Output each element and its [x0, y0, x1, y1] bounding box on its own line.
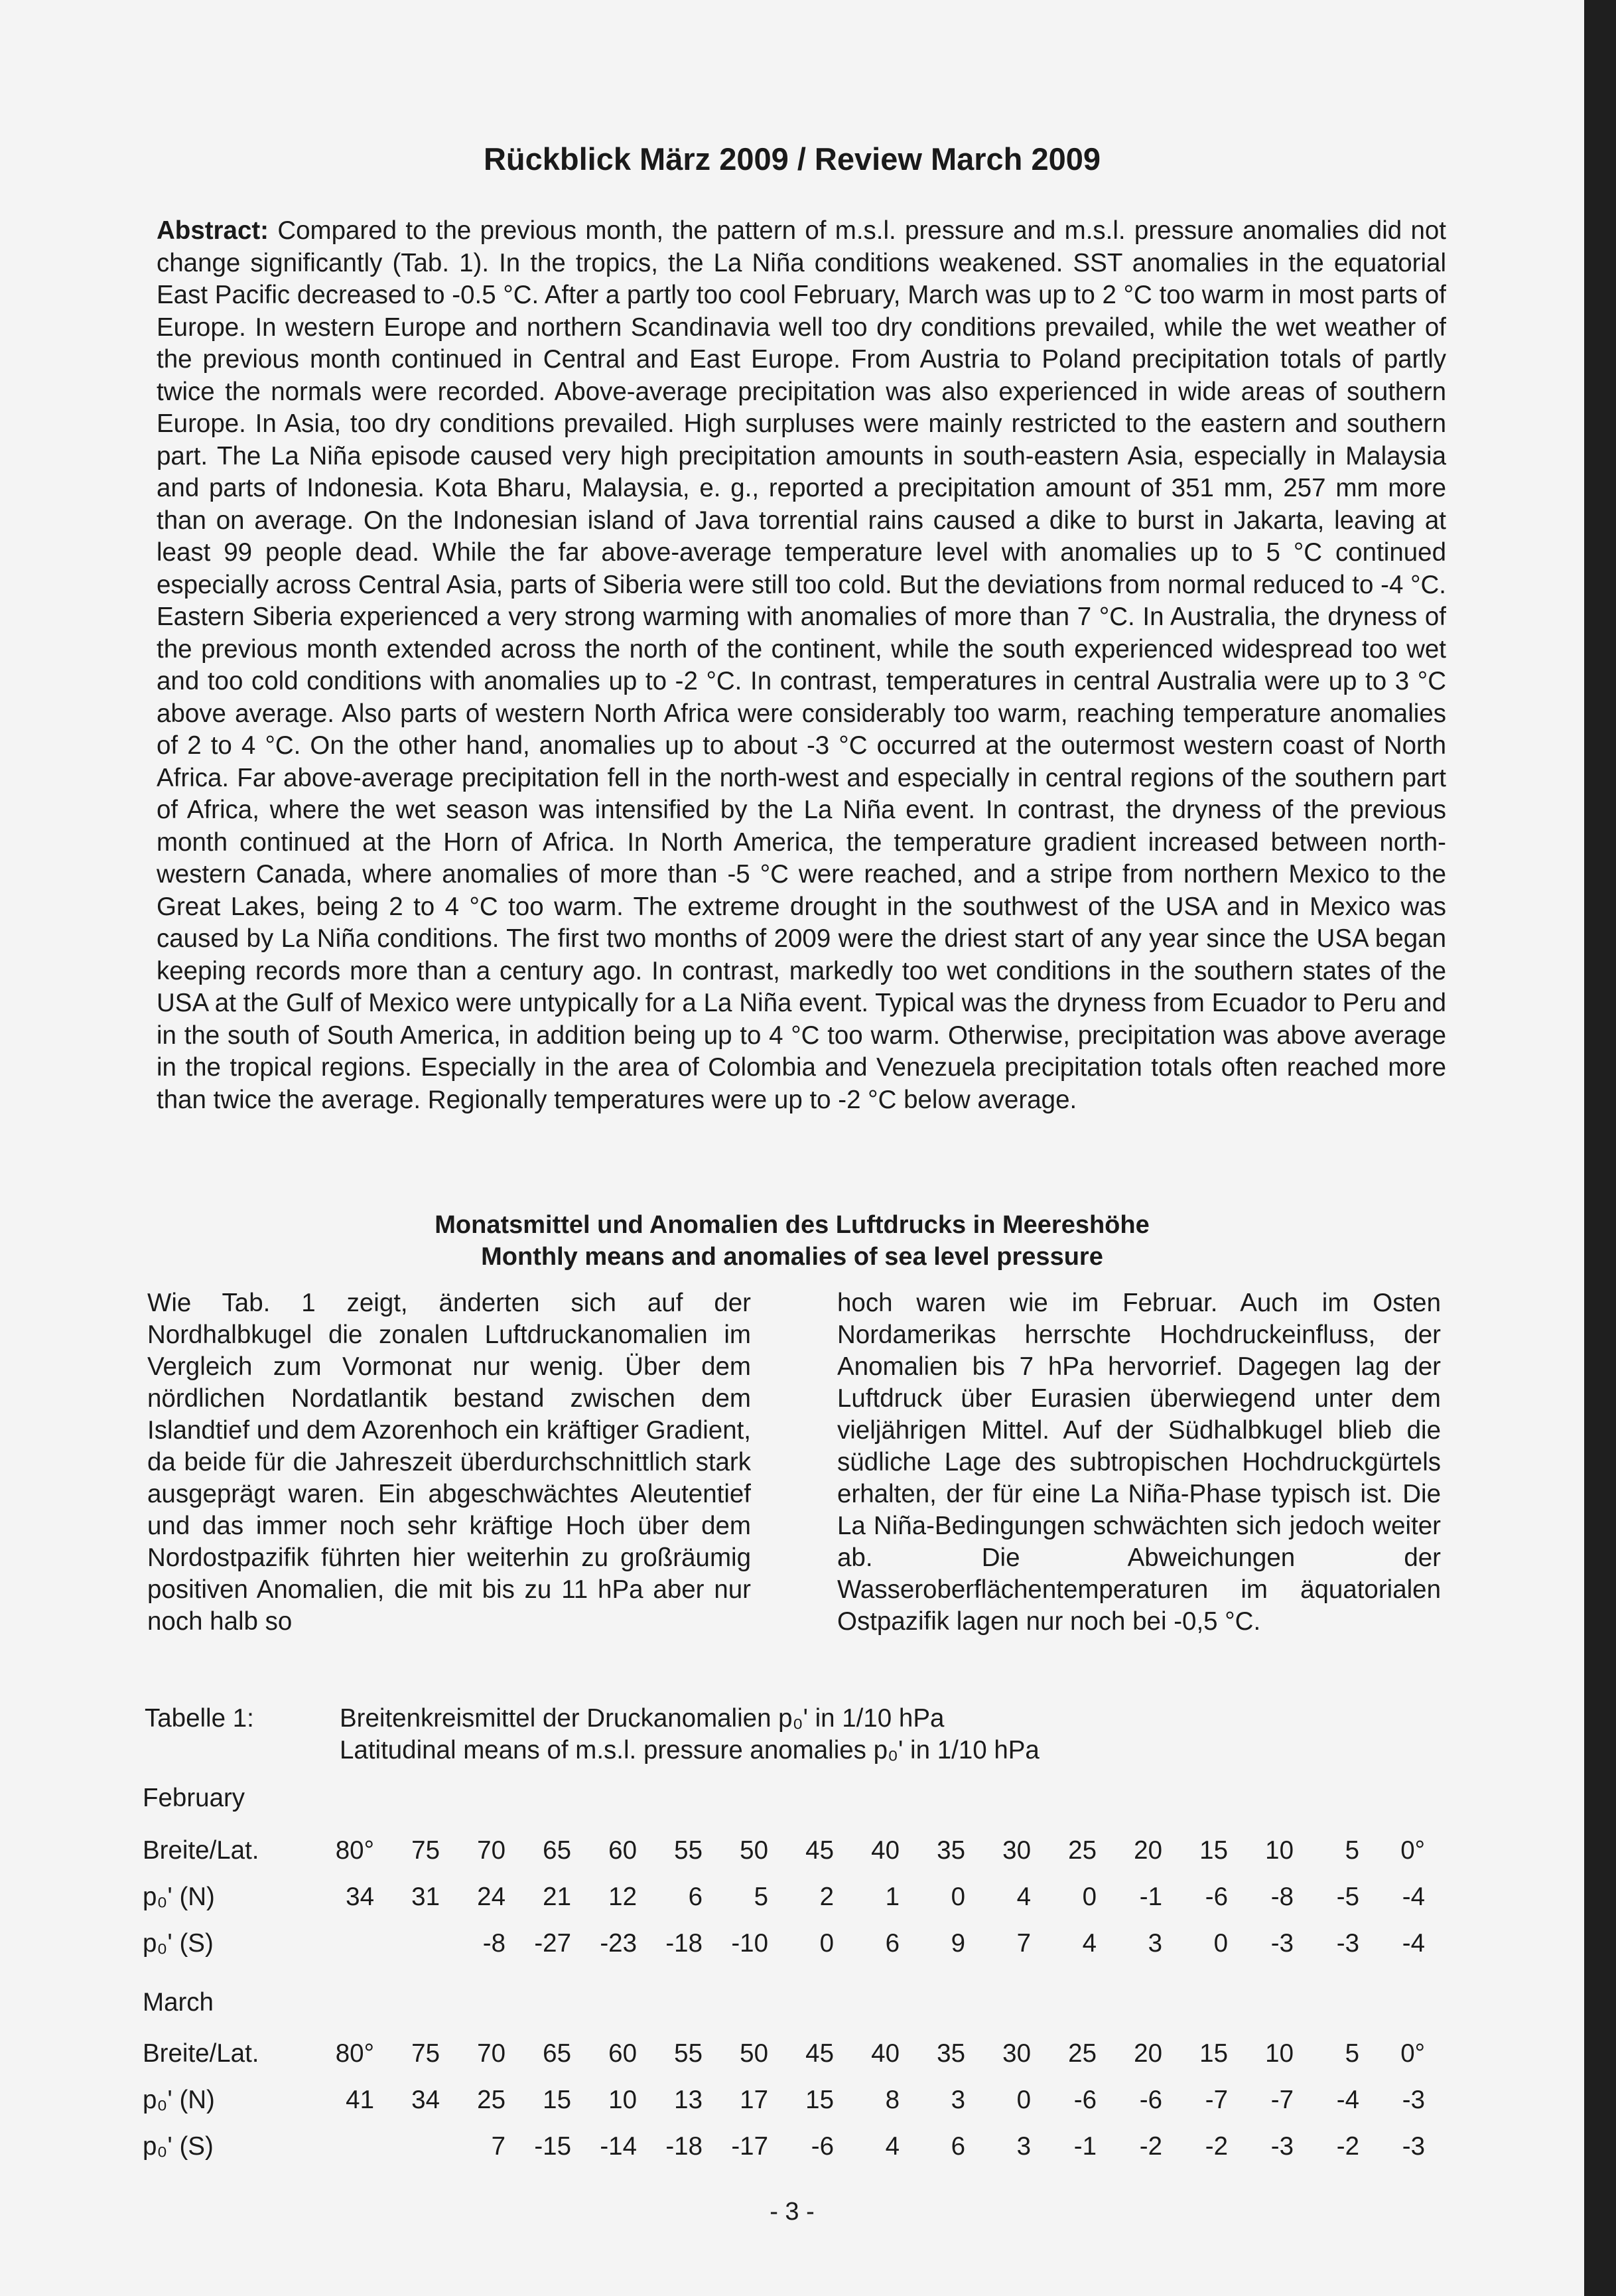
anomaly-n-cell: 31	[411, 1883, 440, 1911]
anomaly-n-cell: -7	[1270, 2086, 1294, 2114]
anomaly-s-cell: -3	[1270, 2132, 1294, 2161]
anomaly-s-cell: -2	[1205, 2132, 1228, 2161]
abstract-paragraph	[157, 215, 1446, 1116]
latitude-cell: 55	[674, 1836, 703, 1865]
anomaly-n-cell: -3	[1402, 2086, 1425, 2114]
anomaly-n-cell: 25	[477, 2086, 505, 2114]
table-label: Tabelle 1:	[145, 1704, 254, 1733]
latitude-cell: 5	[1345, 1836, 1359, 1865]
anomaly-n-cell: 34	[411, 2086, 440, 2114]
anomaly-s-cell: -18	[665, 2132, 703, 2161]
anomaly-s-cell: -2	[1139, 2132, 1162, 2161]
anomaly-n-cell: 3	[951, 2086, 965, 2114]
anomaly-s-cell: 6	[885, 1929, 900, 1958]
latitude-cell: 50	[740, 1836, 768, 1865]
page-title: Rückblick März 2009 / Review March 2009	[483, 141, 1101, 177]
anomaly-s-cell	[374, 2123, 440, 2170]
anomaly-n-cell: 0	[951, 1883, 965, 1911]
table-row-n	[143, 1874, 1425, 1920]
latitude-cell: 40	[871, 1836, 900, 1865]
latitude-cell: 75	[411, 2039, 440, 2068]
month-label-march: March	[143, 1988, 214, 2017]
section-heading-de: Monatsmittel und Anomalien des Luftdrucks in Meereshöhe	[435, 1211, 1150, 1239]
anomaly-n-cell: -6	[1073, 2086, 1097, 2114]
body-column-left: Wie Tab. 1 zeigt, änderten sich auf der Nordhalbkugel die zonalen Luftdruckanomalien im Vergleich zum Vormonat nur wenig. Über dem nördlichen Nordatlantik bestand zwischen dem Islandtief und dem Azorenhoch ein kräftiger Gradient, da beide für die Jahreszeit überdurchschnittlich stark ausgeprägt waren. Ein abgeschwächtes Aleutentief und das immer noch sehr kräftige Hoch über dem Nordostpazifik führten hier weiterhin zu großräumig positiven Anomalien, die mit bis zu 11 hPa aber nur noch halb so	[147, 1289, 751, 1636]
row-s-label: p₀' (S)	[143, 2132, 214, 2161]
anomaly-s-cell: -3	[1270, 1929, 1294, 1958]
latitude-cell: 75	[411, 1836, 440, 1865]
latitude-cell: 15	[1199, 2039, 1228, 2068]
anomaly-n-cell: 13	[674, 2086, 703, 2114]
anomaly-s-cell: 3	[1016, 2132, 1031, 2161]
latitude-cell: 45	[805, 1836, 834, 1865]
latitude-cell: 25	[1068, 2039, 1097, 2068]
anomaly-n-cell: -4	[1402, 1883, 1425, 1911]
table-row-s	[143, 1920, 1425, 1967]
anomaly-s-cell: 4	[1082, 1929, 1097, 1958]
latitude-cell: 10	[1265, 1836, 1294, 1865]
anomaly-n-cell: -6	[1205, 1883, 1228, 1911]
latitude-cell: 30	[1002, 2039, 1031, 2068]
anomaly-s-cell: -15	[534, 2132, 571, 2161]
latitude-cell: 40	[871, 2039, 900, 2068]
table-march	[143, 2031, 1425, 2170]
anomaly-n-cell: 34	[346, 1883, 374, 1911]
anomaly-n-cell: 4	[1016, 1883, 1031, 1911]
header-label: Breite/Lat.	[143, 2039, 259, 2068]
anomaly-n-cell: 24	[477, 1883, 505, 1911]
latitude-cell: 80°	[335, 2039, 374, 2068]
table-caption	[340, 1703, 1040, 1766]
table-header-row	[143, 2031, 1425, 2077]
latitude-cell: 20	[1134, 2039, 1162, 2068]
anomaly-s-cell: -4	[1402, 1929, 1425, 1958]
latitude-cell: 0°	[1400, 1836, 1425, 1865]
anomaly-s-cell: 6	[951, 2132, 965, 2161]
row-s-label: p₀' (S)	[143, 1929, 214, 1958]
anomaly-n-cell: 15	[805, 2086, 834, 2114]
latitude-cell: 60	[608, 2039, 637, 2068]
anomaly-n-cell: 0	[1016, 2086, 1031, 2114]
latitude-cell: 70	[477, 1836, 505, 1865]
section-heading	[0, 1209, 1584, 1273]
latitude-cell: 5	[1345, 2039, 1359, 2068]
anomaly-n-cell: 12	[608, 1883, 637, 1911]
anomaly-s-cell: 7	[1016, 1929, 1031, 1958]
anomaly-s-cell: -10	[731, 1929, 768, 1958]
latitude-cell: 25	[1068, 1836, 1097, 1865]
anomaly-s-cell: -14	[600, 2132, 637, 2161]
body-column-right: hoch waren wie im Februar. Auch im Osten Nordamerikas herrschte Hochdruckeinfluss, der Anomalien bis 7 hPa hervorrief. Dagegen lag der Luftdruck über Eurasien überwiegend unter dem vieljährigen Mittel. Auf der Südhalbkugel blieb die südliche Lage des subtropischen Hochdruckgürtels erhalten, der für eine La Niña-Phase typisch ist. Die La Niña-Bedingungen schwächten sich jedoch weiter ab. Die Abweichungen der Wasseroberflächentemperaturen im äquatorialen Ostpazifik lagen nur noch bei -0,5 °C.	[837, 1289, 1441, 1636]
row-n-label: p₀' (N)	[143, 1883, 215, 1911]
latitude-cell: 65	[543, 2039, 571, 2068]
table-row-n	[143, 2077, 1425, 2123]
latitude-cell: 55	[674, 2039, 703, 2068]
anomaly-n-cell: 1	[885, 1883, 900, 1911]
anomaly-n-cell: 10	[608, 2086, 637, 2114]
anomaly-s-cell: -18	[665, 1929, 703, 1958]
abstract-text: Compared to the previous month, the pattern of m.s.l. pressure and m.s.l. pressure anomalies did not change significantly (Tab. 1). In the tropics, the La Niña conditions weakened. SST anomalies in the equatorial East Pacific decreased to -0.5 °C. After a partly too cool February, March was up to 2 °C too warm in most parts of Europe. In western Europe and northern Scandinavia well too dry conditions prevailed, while the wet weather of the previous month continued in Central and East Europe. From Austria to Poland precipitation totals of partly twice the normals were recorded. Above-average precipitation was also experienced in wide areas of southern Europe. In Asia, too dry conditions prevailed. High surpluses were mainly restricted to the eastern and southern part. The La Niña episode caused very high precipitation amounts in south-eastern Asia, especially in Malaysia and parts of Indonesia. Kota Bharu, Malaysia, e. g., reported a precipitation amount of 351 mm, 257 mm more than on average. On the Indonesian island of Java torrential rains caused a dike to burst in Jakarta, leaving at least 99 people dead. While the far above-average temperature level with anomalies up to 5 °C continued especially across Central Asia, parts of Siberia were still too cold. But the deviations from normal reduced to -4 °C. Eastern Siberia experienced a very strong warming with anomalies of more than 7 °C. In Australia, the dryness of the previous month extended across the north of the continent, while the south experienced widespread too wet and too cold conditions with anomalies up to -2 °C. In contrast, temperatures in central Australia were up to 3 °C above average. Also parts of western North Africa were considerably too warm, reaching temperature anomalies of 2 to 4 °C. On the other hand, anomalies up to about -3 °C occurred at the outermost western coast of North Africa. Far above-average precipitation fell in the north-west and especially in central regions of the southern part of Africa, where the wet season was intensified by the La Niña event. In contrast, the dryness of the previous month continued at the Horn of Africa. In North America, the temperature gradient increased between north-western Canada, where anomalies of more than -5 °C were reached, and a stripe from northern Mexico to the Great Lakes, being 2 to 4 °C too warm. The extreme drought in the southwest of the USA and in Mexico was caused by La Niña conditions. The first two months of 2009 were the driest start of any year since the USA began keeping records more than a century ago. In contrast, markedly too wet conditions in the southern states of the USA at the Gulf of Mexico were untypically for a La Niña event. Typical was the dryness from Ecuador to Peru and in the south of South America, in addition being up to 4 °C too warm. Otherwise, precipitation was above average in the tropical regions. Especially in the area of Colombia and Venezuela precipitation totals often reached more than twice the average. Regionally temperatures were up to -2 °C below average.	[157, 216, 1446, 1114]
anomaly-n-cell: 41	[346, 2086, 374, 2114]
anomaly-n-cell: 0	[1082, 1883, 1097, 1911]
section-heading-en: Monthly means and anomalies of sea level pressure	[481, 1243, 1103, 1271]
table-february	[143, 1828, 1425, 1967]
latitude-cell: 10	[1265, 2039, 1294, 2068]
latitude-cell: 65	[543, 1836, 571, 1865]
anomaly-n-cell: 17	[740, 2086, 768, 2114]
scan-edge	[1584, 0, 1616, 2296]
page-number: - 3 -	[770, 2198, 815, 2226]
anomaly-s-cell: 0	[819, 1929, 834, 1958]
anomaly-n-cell: 5	[754, 1883, 768, 1911]
anomaly-s-cell	[374, 1920, 440, 1967]
latitude-cell: 70	[477, 2039, 505, 2068]
anomaly-s-cell	[308, 2123, 374, 2170]
latitude-cell: 45	[805, 2039, 834, 2068]
abstract-label: Abstract:	[157, 216, 269, 245]
anomaly-s-cell: -27	[534, 1929, 571, 1958]
anomaly-s-cell: 7	[491, 2132, 505, 2161]
latitude-cell: 80°	[335, 1836, 374, 1865]
latitude-cell: 50	[740, 2039, 768, 2068]
latitude-cell: 35	[937, 1836, 965, 1865]
latitude-cell: 15	[1199, 1836, 1228, 1865]
anomaly-n-cell: 8	[885, 2086, 900, 2114]
latitude-cell: 60	[608, 1836, 637, 1865]
table-caption-en: Latitudinal means of m.s.l. pressure anomalies p₀' in 1/10 hPa	[340, 1736, 1040, 1764]
month-label-february: February	[143, 1784, 245, 1812]
anomaly-s-cell: -3	[1402, 2132, 1425, 2161]
anomaly-n-cell: -6	[1139, 2086, 1162, 2114]
anomaly-s-cell: -8	[482, 1929, 505, 1958]
anomaly-s-cell: -2	[1336, 2132, 1359, 2161]
anomaly-n-cell: 21	[543, 1883, 571, 1911]
anomaly-s-cell: 9	[951, 1929, 965, 1958]
anomaly-n-cell: 6	[688, 1883, 703, 1911]
table-header-row	[143, 1828, 1425, 1874]
anomaly-s-cell	[308, 1920, 374, 1967]
anomaly-n-cell: -8	[1270, 1883, 1294, 1911]
anomaly-n-cell: -4	[1336, 2086, 1359, 2114]
anomaly-s-cell: -23	[600, 1929, 637, 1958]
latitude-cell: 20	[1134, 1836, 1162, 1865]
latitude-cell: 0°	[1400, 2039, 1425, 2068]
anomaly-s-cell: -17	[731, 2132, 768, 2161]
latitude-cell: 35	[937, 2039, 965, 2068]
anomaly-s-cell: -1	[1073, 2132, 1097, 2161]
anomaly-s-cell: -6	[811, 2132, 834, 2161]
anomaly-s-cell: 3	[1148, 1929, 1162, 1958]
anomaly-s-cell: -3	[1336, 1929, 1359, 1958]
table-caption-de: Breitenkreismittel der Druckanomalien p₀' in 1/10 hPa	[340, 1704, 945, 1733]
anomaly-n-cell: -7	[1205, 2086, 1228, 2114]
latitude-cell: 30	[1002, 1836, 1031, 1865]
anomaly-n-cell: -5	[1336, 1883, 1359, 1911]
anomaly-n-cell: -1	[1139, 1883, 1162, 1911]
header-label: Breite/Lat.	[143, 1836, 259, 1865]
anomaly-s-cell: 4	[885, 2132, 900, 2161]
anomaly-n-cell: 2	[819, 1883, 834, 1911]
anomaly-n-cell: 15	[543, 2086, 571, 2114]
table-row-s	[143, 2123, 1425, 2170]
row-n-label: p₀' (N)	[143, 2086, 215, 2114]
anomaly-s-cell: 0	[1213, 1929, 1228, 1958]
